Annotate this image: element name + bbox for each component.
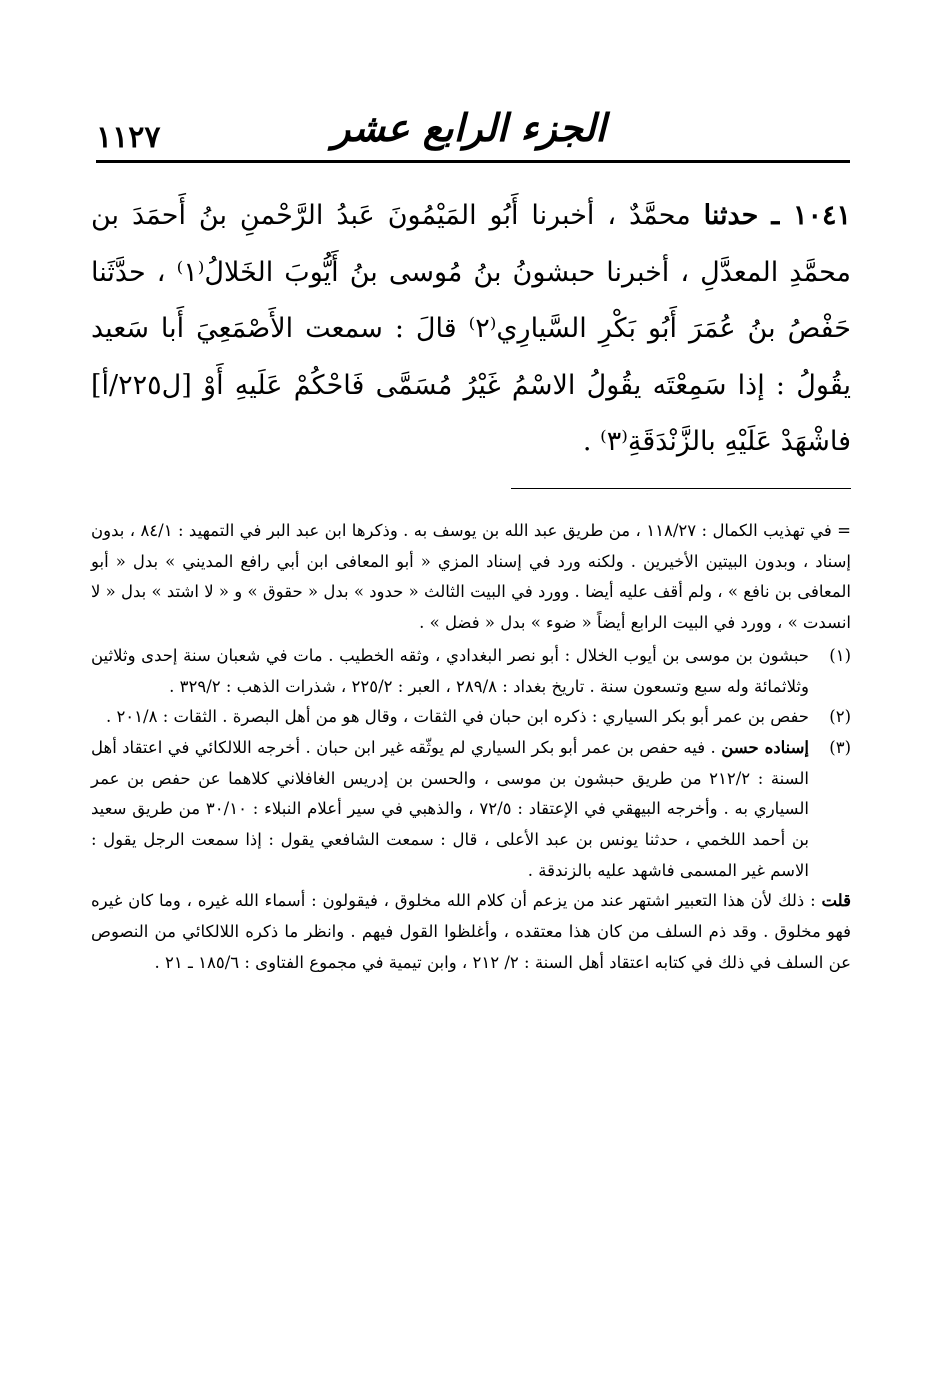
footnote-text-main: حفص بن عمر أبو بكر السياري : ذكره ابن حبان في الثقات ، وقال هو من أهل البصرة . الثقات : ٢٠١/٨ .	[105, 707, 809, 727]
hadith-opening-word: حدثنا	[703, 200, 759, 231]
footnote-separator	[511, 488, 851, 489]
header-rule	[96, 160, 850, 163]
page-header	[96, 100, 846, 160]
hadith-text	[91, 188, 851, 471]
footnote-marker: (٣)	[829, 737, 851, 757]
footnote-marker: (٢)	[829, 707, 851, 727]
footnote-marker: (١)	[829, 645, 851, 665]
footnote-text-main: حبشون بن موسى بن أيوب الخلال : أبو نصر البغدادي ، وثقه الخطيب . مات في شعبان سنة إحدى وثلاثين وثلاثمائة وله سبع وتسعون سنة . تاريخ بغداد : ٢٨٩/٨ ، العبر : ٢٢٥/٢ ، شذرات الذهب : ٣٢٩/٢ .	[91, 645, 809, 696]
footnote-text	[91, 641, 809, 702]
page-number: ١١٢٧	[96, 120, 161, 155]
hadith-body: محمَّدٌ ، أخبرنا أَبُو المَيْمُونَ عَبدُ الرَّحْمنِ بنُ أَحمَدَ بن محمَّدِ المعدَّلِ ، أخبرنا حبشونُ بنُ مُوسى بنُ أَيُّوبَ الخَلالُ⁽١⁾ ، حدَّثَنا حَفْصُ بنُ عُمَرَ أَبُو بَكْرِ السَّيارِي⁽٢⁾ قالَ : سمعت الأَصْمَعِيَ أَبا سَعيد يقُولُ : إذا سَمِعْتَه يقُولُ الاسْمُ غَيْرُ مُسَمَّى فَاحْكُمْ عَلَيهِ أَوْ [ل٢٢٥/أ] فاشْهَدْ عَلَيْهِ بالزَّنْدَقَةِ⁽٣⁾ .	[91, 200, 852, 457]
footnote-text-main: . فيه حفص بن عمر أبو بكر السياري لم يوثّقه غير ابن حبان . أخرجه اللالكائي في اعتقاد أهل السنة : ٢١٢/٢ من طريق حبشون بن موسى ، والحسن بن إدريس الغافلاني كلاهما عن حفص بن عمر السياري به . وأخرجه البيهقي في الإعتقاد : ٧٢/٥ ، والذهبي في سير أعلام النبلاء : ٣٠/١٠ من طريق سعيد بن أحمد اللخمي ، حدثنا يونس بن عبد الأعلى ، قال : سمعت الشافعي يقول : إذا سمعت الرجل يقول : الاسم غير المسمى فاشهد عليه بالزندقة .	[91, 737, 810, 880]
editor-comment	[91, 886, 851, 978]
footnote-bold-lead: إسناده حسن	[721, 737, 809, 757]
footnote-2	[91, 702, 851, 733]
footnote-3	[91, 733, 851, 887]
footnote-text	[91, 702, 809, 733]
footnotes	[91, 516, 851, 979]
editor-comment-text: : ذلك لأن هذا التعبير اشتهر عند من يزعم أن كلام الله مخلوق ، فيقولون : أسماء الله غيره ، وما كان غيره فهو مخلوق . وقد ذم السلف من كان هذا معتقده ، وأغلظوا القول فيهم . وانظر ما ذكره اللالكائي من النصوص عن السلف في ذلك في كتابه اعتقاد أهل السنة : ٢/ ٢١٢ ، وابن تيمية في مجموع الفتاوى : ١٨٥/٦ ـ ٢١ .	[91, 891, 851, 972]
footnote-text	[91, 733, 809, 887]
footnote-continuation: = في تهذيب الكمال : ١١٨/٢٧ ، من طريق عبد الله بن يوسف به . وذكرها ابن عبد البر في التمهيد : ٨٤/١ ، بدون إسناد ، وبدون البيتين الأخيرين . ولكنه ورد في إسناد المزي « أبو المعافى ابن أبي رافع المديني » بدل « أبو المعافى بن نافع » ، ولم أقف عليه أيضا . وورد في البيت الثالث « حدود » بدل « حقوق » و « لا اشتد » بدل « لا انسدت » ، وورد في البيت الرابع أيضاً « ضوء » بدل « فضل » .	[91, 521, 851, 633]
editor-comment-lead: قلت	[821, 891, 851, 911]
running-title: الجزء الرابع عشر	[332, 105, 606, 150]
hadith-number: ١٠٤١ ـ	[771, 200, 852, 231]
footnote-1	[91, 641, 851, 702]
